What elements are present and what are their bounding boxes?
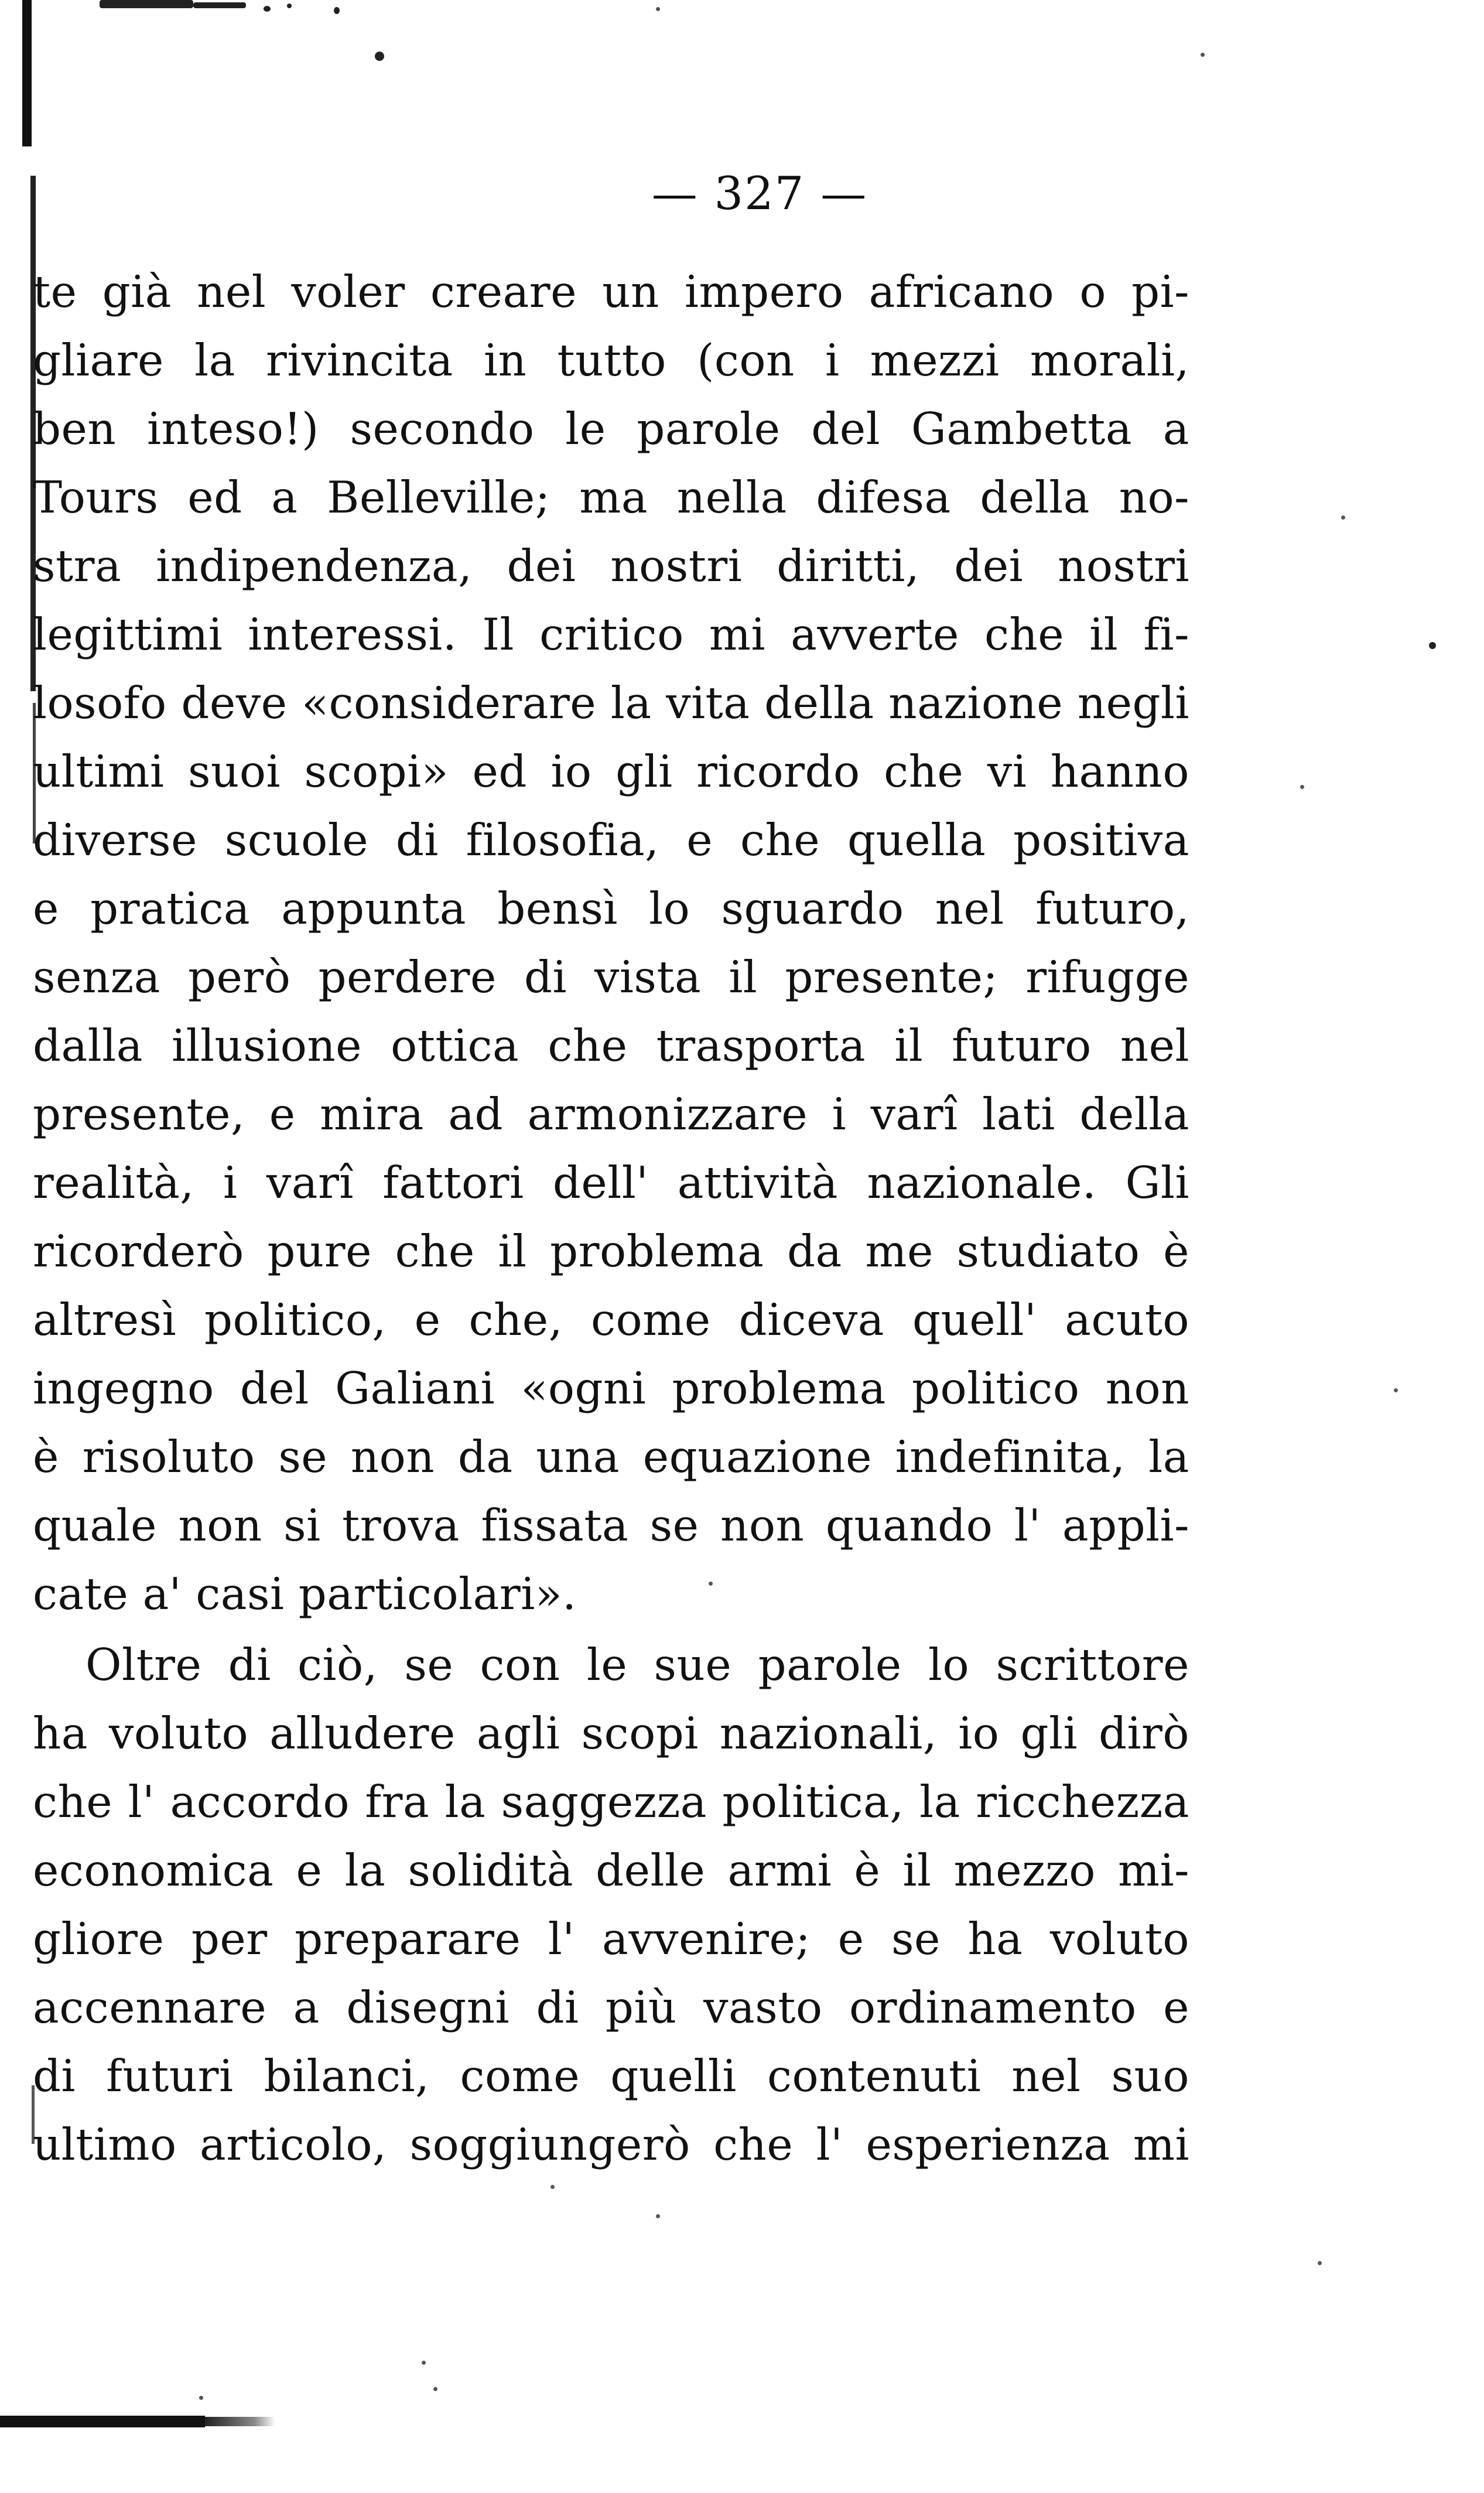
scan-speck (433, 2387, 437, 2391)
scan-speck (375, 52, 384, 61)
text-line: presente, e mira ad armonizzare i varî lati della (33, 1088, 1189, 1140)
scan-bottom-mark (205, 2417, 275, 2426)
text-line: gliore per preparare l' avvenire; e se ha voluto (33, 1913, 1189, 1965)
text-line: quale non si trova fissata se non quando l' appli- (33, 1500, 1189, 1551)
text-line: ha voluto alludere agli scopi nazionali, io gli dirò (33, 1707, 1189, 1759)
text-line: ultimo articolo, soggiungerò che l' esperienza mi (33, 2119, 1189, 2170)
scan-speck (1341, 515, 1345, 520)
text-line: senza però perdere di vista il presente; rifugge (33, 951, 1189, 1003)
scan-speck (1429, 642, 1436, 649)
scan-top-smudge (88, 0, 392, 18)
text-line: di futuri bilanci, come quelli contenuti nel suo (33, 2050, 1189, 2102)
text-line: è risoluto se non da una equazione indefinita, la (33, 1431, 1189, 1483)
paragraph-2 (33, 1631, 1189, 2179)
scan-speck (1300, 785, 1304, 789)
scan-speck (656, 7, 660, 11)
scan-speck (656, 2214, 660, 2218)
paragraph-1 (33, 258, 1189, 1628)
text-line: ben inteso!) secondo le parole del Gambetta a (33, 403, 1189, 455)
text-line: stra indipendenza, dei nostri diritti, dei nostri (33, 540, 1189, 592)
text-line: gliare la rivincita in tutto (con i mezzi morali, (33, 334, 1189, 386)
page-number: — 327 — (651, 168, 868, 220)
scan-speck (199, 2396, 203, 2400)
text-line: economica e la solidità delle armi è il mezzo mi- (33, 1845, 1189, 1896)
text-line: dalla illusione ottica che trasporta il futuro nel (33, 1020, 1189, 1071)
scan-bottom-mark (0, 2416, 205, 2427)
text-line: che l' accordo fra la saggezza politica, la ricchezza (33, 1776, 1189, 1828)
text-line: e pratica appunta bensì lo sguardo nel futuro, (33, 883, 1189, 934)
scan-speck (1394, 1388, 1398, 1392)
text-line: diverse scuole di filosofia, e che quella positiva (33, 814, 1189, 866)
scan-speck (550, 2185, 555, 2189)
text-line: realità, i varî fattori dell' attività nazionale. Gli (33, 1157, 1189, 1208)
text-line: accennare a disegni di più vasto ordinamento e (33, 1982, 1189, 2033)
text-line: ultimi suoi scopi» ed io gli ricordo che vi hanno (33, 746, 1189, 797)
text-line: te già nel voler creare un impero africano o pi- (33, 266, 1189, 317)
scan-edge-mark (22, 0, 32, 146)
text-line: cate a' casi particolari». (33, 1568, 577, 1620)
text-line: losofo deve «considerare la vita della nazione negli (33, 677, 1189, 729)
text-line: Tours ed a Belleville; ma nella difesa della no- (33, 472, 1189, 523)
text-line: Oltre di ciò, se con le sue parole lo scrittore (86, 1639, 1189, 1691)
scan-speck (1201, 53, 1205, 57)
text-line: ricorderò pure che il problema da me studiato è (33, 1225, 1189, 1277)
scan-speck (422, 2361, 426, 2365)
scan-speck (1318, 2261, 1322, 2265)
text-line: legittimi interessi. Il critico mi avverte che il fi- (33, 609, 1189, 660)
body-text (33, 258, 1189, 2179)
text-line: altresì politico, e che, come diceva quell' acuto (33, 1294, 1189, 1345)
text-line: ingegno del Galiani «ogni problema politico non (33, 1362, 1189, 1414)
